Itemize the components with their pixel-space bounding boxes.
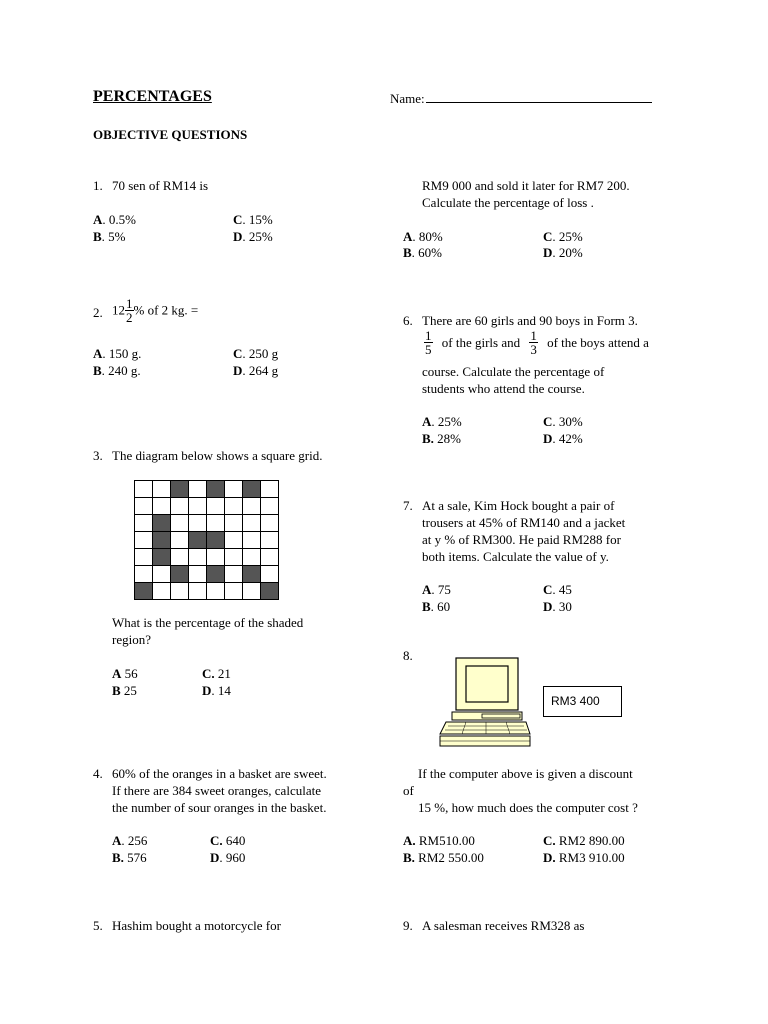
q2-option-c[interactable]: C. 250 g [233, 346, 279, 361]
square-grid [134, 480, 279, 600]
grid-cell-shaded [207, 566, 225, 583]
q1-number: 1. [93, 178, 103, 193]
q5-line2: RM9 000 and sold it later for RM7 200. [422, 178, 630, 193]
q4-option-d[interactable]: D. 960 [210, 850, 246, 865]
q1-option-d[interactable]: D. 25% [233, 229, 273, 244]
grid-cell [207, 549, 225, 566]
q8-option-b[interactable]: B. RM2 550.00 [403, 850, 484, 865]
q8-option-c[interactable]: C. RM2 890.00 [543, 833, 625, 848]
grid-cell-shaded [153, 532, 171, 549]
q7-option-a[interactable]: A. 75 [422, 582, 451, 597]
grid-cell-shaded [261, 583, 279, 600]
grid-cell [261, 549, 279, 566]
grid-cell [171, 583, 189, 600]
q7-option-d[interactable]: D. 30 [543, 599, 572, 614]
grid-cell [189, 498, 207, 515]
computer-icon [436, 656, 532, 752]
q4-line3: the number of sour oranges in the basket. [112, 800, 327, 815]
q4-option-c[interactable]: C. 640 [210, 833, 246, 848]
grid-cell [189, 549, 207, 566]
q3-question-line2: region? [112, 632, 151, 647]
q5-line1: Hashim bought a motorcycle for [112, 918, 281, 933]
q5-option-b[interactable]: B. 60% [403, 245, 443, 260]
grid-cell [243, 549, 261, 566]
q7-line4: both items. Calculate the value of y. [422, 549, 609, 564]
grid-cell-shaded [207, 481, 225, 498]
grid-cell [153, 566, 171, 583]
q6-line4: students who attend the course. [422, 381, 585, 396]
q3-text: The diagram below shows a square grid. [112, 448, 323, 463]
page-title: PERCENTAGES [93, 88, 212, 105]
grid-cell [135, 532, 153, 549]
q6-line3: course. Calculate the percentage of [422, 364, 605, 379]
q8-option-a[interactable]: A. RM510.00 [403, 833, 475, 848]
q3-number: 3. [93, 448, 103, 463]
grid-cell-shaded [171, 481, 189, 498]
q5-line3: Calculate the percentage of loss . [422, 195, 594, 210]
grid-cell [135, 515, 153, 532]
q9-text: A salesman receives RM328 as [422, 918, 585, 933]
grid-cell [261, 532, 279, 549]
q2-text: 12 $\frac{1}{2}$ % of 2 kg. = [112, 296, 199, 325]
q8-number: 8. [403, 648, 413, 663]
grid-cell [225, 532, 243, 549]
grid-cell [225, 583, 243, 600]
grid-cell [135, 549, 153, 566]
q2-number: 2. [93, 305, 103, 320]
q5-option-d[interactable]: D. 20% [543, 245, 583, 260]
q7-option-c[interactable]: C. 45 [543, 582, 572, 597]
grid-cell [189, 515, 207, 532]
q7-number: 7. [403, 498, 413, 513]
grid-cell [225, 549, 243, 566]
grid-cell [225, 481, 243, 498]
grid-cell-shaded [153, 549, 171, 566]
grid-cell [207, 583, 225, 600]
grid-row [135, 481, 279, 498]
q4-line2: If there are 384 sweet oranges, calculate [112, 783, 321, 798]
computer-price-label: RM3 400 [543, 686, 622, 717]
section-heading: OBJECTIVE QUESTIONS [93, 127, 248, 142]
grid-cell [171, 515, 189, 532]
q3-option-a[interactable]: A 56 [112, 666, 138, 681]
grid-row [135, 583, 279, 600]
grid-cell [153, 498, 171, 515]
grid-cell-shaded [243, 566, 261, 583]
grid-cell-shaded [189, 532, 207, 549]
grid-row [135, 532, 279, 549]
q7-option-b[interactable]: B. 60 [422, 599, 451, 614]
grid-cell-shaded [135, 583, 153, 600]
grid-cell [261, 481, 279, 498]
q3-option-b[interactable]: B 25 [112, 683, 137, 698]
q8-line1: If the computer above is given a discount [418, 766, 633, 781]
grid-cell [189, 583, 207, 600]
grid-row [135, 498, 279, 515]
grid-cell-shaded [171, 566, 189, 583]
q4-number: 4. [93, 766, 103, 781]
grid-cell [189, 481, 207, 498]
grid-cell [225, 498, 243, 515]
grid-cell [243, 532, 261, 549]
q7-line2: trousers at 45% of RM140 and a jacket [422, 515, 626, 530]
q2-option-d[interactable]: D. 264 g [233, 363, 279, 378]
grid-cell [261, 566, 279, 583]
grid-cell [135, 566, 153, 583]
q4-line1: 60% of the oranges in a basket are sweet. [112, 766, 327, 781]
grid-cell [171, 532, 189, 549]
grid-cell [243, 498, 261, 515]
grid-cell [243, 515, 261, 532]
q8-line3: 15 %, how much does the computer cost ? [418, 800, 638, 815]
q2-option-b[interactable]: B. 240 g. [93, 363, 141, 378]
q1-option-b[interactable]: B. 5% [93, 229, 126, 244]
grid-cell [261, 515, 279, 532]
q9-number: 9. [403, 918, 413, 933]
grid-cell-shaded [153, 515, 171, 532]
grid-row [135, 515, 279, 532]
q1-text: 70 sen of RM14 is [112, 178, 209, 193]
q6-option-b[interactable]: B. 28% [422, 431, 462, 446]
q3-option-c[interactable]: C. 21 [202, 666, 231, 681]
q4-option-a[interactable]: A. 256 [112, 833, 148, 848]
q8-option-d[interactable]: D. RM3 910.00 [543, 850, 625, 865]
q7-line3: at y % of RM300. He paid RM288 for [422, 532, 621, 547]
q6-line1: There are 60 girls and 90 boys in Form 3. [422, 313, 638, 328]
q6-number: 6. [403, 313, 413, 328]
grid-cell [153, 583, 171, 600]
q5-number: 5. [93, 918, 103, 933]
grid-cell [135, 498, 153, 515]
grid-cell [153, 481, 171, 498]
grid-cell [225, 566, 243, 583]
q7-line1: At a sale, Kim Hock bought a pair of [422, 498, 615, 513]
name-blank-line[interactable] [426, 90, 652, 103]
grid-cell [171, 549, 189, 566]
grid-cell [135, 481, 153, 498]
q1-option-c[interactable]: C. 15% [233, 212, 273, 227]
q3-question-line1: What is the percentage of the shaded [112, 615, 304, 630]
q6-option-c[interactable]: C. 30% [543, 414, 583, 429]
grid-cell [261, 498, 279, 515]
q6-option-a[interactable]: A. 25% [422, 414, 462, 429]
q4-option-b[interactable]: B. 576 [112, 850, 147, 865]
square-grid-diagram [134, 480, 279, 600]
q1-option-a[interactable]: A. 0.5% [93, 212, 136, 227]
grid-cell-shaded [207, 532, 225, 549]
name-label: Name: [390, 91, 425, 106]
q5-option-a[interactable]: A. 80% [403, 229, 443, 244]
q6-line2: $\frac{1}{5}$ of the girls and $\frac{1}{3}$ of the boys attend a [425, 328, 649, 357]
name-field [390, 90, 652, 107]
q6-option-d[interactable]: D. 42% [543, 431, 583, 446]
grid-row [135, 549, 279, 566]
grid-cell [225, 515, 243, 532]
grid-cell [189, 566, 207, 583]
grid-cell-shaded [243, 481, 261, 498]
q8-line2: of [403, 783, 414, 798]
grid-cell [207, 498, 225, 515]
q2-option-a[interactable]: A. 150 g. [93, 346, 142, 361]
grid-cell [207, 515, 225, 532]
grid-row [135, 566, 279, 583]
grid-cell [171, 498, 189, 515]
q5-option-c[interactable]: C. 25% [543, 229, 583, 244]
grid-cell [243, 583, 261, 600]
q3-option-d[interactable]: D. 14 [202, 683, 231, 698]
